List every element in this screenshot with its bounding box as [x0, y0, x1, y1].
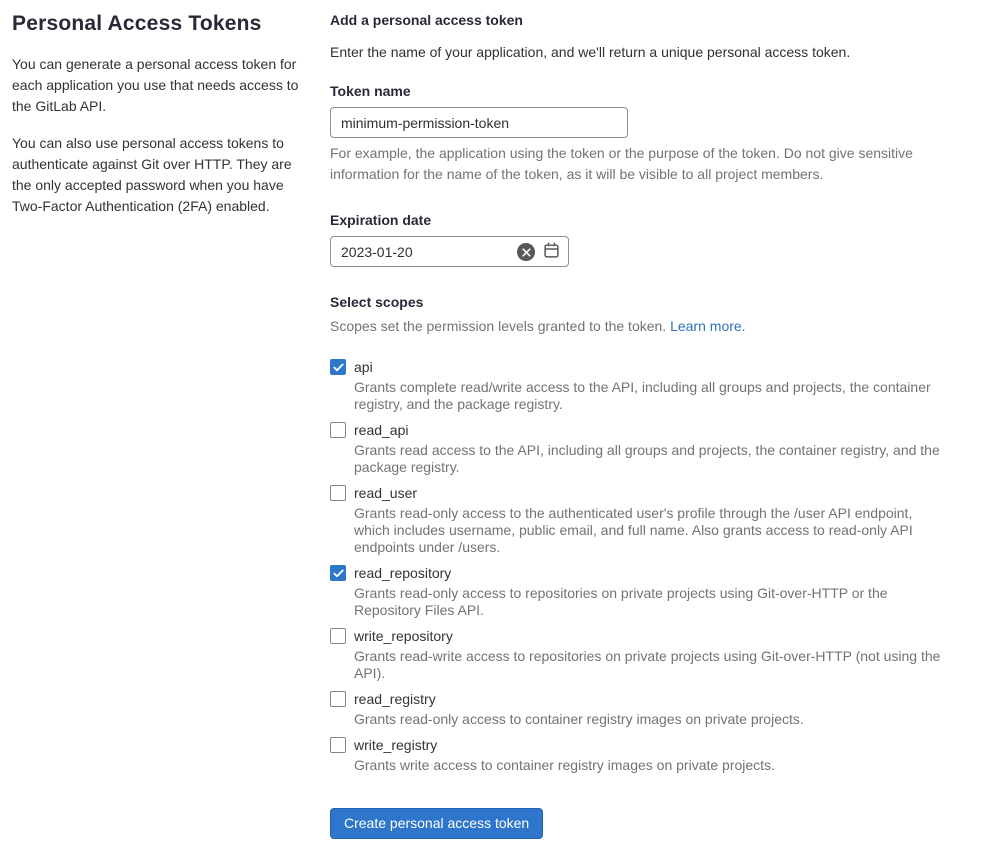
- form-intro: Enter the name of your application, and we'll return a unique personal access token.: [330, 44, 851, 60]
- scope-item-read_api: [330, 420, 954, 476]
- scope-label[interactable]: read_api: [354, 422, 409, 438]
- page-title: Personal Access Tokens: [12, 12, 262, 35]
- checkbox-read_repository[interactable]: [330, 565, 346, 581]
- calendar-icon: [543, 242, 560, 262]
- scopes-list: [330, 357, 954, 774]
- description-paragraph-2: You can also use personal access tokens to authenticate against Git over HTTP. They are the only accepted password when you have Two-Factor Authentication (2FA) enabled.: [12, 135, 292, 214]
- scope-item-read_repository: [330, 563, 954, 619]
- scope-item-read_registry: [330, 689, 954, 728]
- close-icon: [522, 244, 531, 260]
- settings-section-description: [12, 10, 330, 839]
- expiration-date-input[interactable]: [330, 236, 569, 267]
- checkbox-read_api[interactable]: [330, 422, 346, 438]
- expiration-date-label: Expiration date: [330, 212, 432, 228]
- scope-description: Grants read-only access to repositories on private projects using Git-over-HTTP or the Repository Files API.: [354, 585, 888, 618]
- scope-item-api: [330, 357, 954, 413]
- scope-description: Grants read-only access to container registry images on private projects.: [354, 711, 804, 727]
- scope-label[interactable]: read_repository: [354, 565, 452, 581]
- checkbox-read_registry[interactable]: [330, 691, 346, 707]
- scope-label[interactable]: write_registry: [354, 737, 438, 753]
- form-heading: Add a personal access token: [330, 12, 523, 28]
- scope-label[interactable]: api: [354, 359, 373, 375]
- description-paragraph-1: You can generate a personal access token for each application you use that needs access to the GitLab API.: [12, 56, 299, 114]
- token-name-input[interactable]: [330, 107, 628, 138]
- scope-description: Grants read access to the API, including all groups and projects, the container registry, and the package registry.: [354, 442, 940, 475]
- scopes-help-sentence: Scopes set the permission levels granted to the token.: [330, 318, 667, 334]
- scope-description: Grants read-write access to repositories on private projects using Git-over-HTTP (not using the API).: [354, 648, 941, 681]
- create-token-button[interactable]: Create personal access token: [330, 808, 543, 839]
- scope-description: Grants write access to container registry images on private projects.: [354, 757, 775, 773]
- scope-label[interactable]: read_registry: [354, 691, 436, 707]
- scope-label[interactable]: write_repository: [354, 628, 453, 644]
- add-token-form: [330, 10, 954, 839]
- expiration-date-value: 2023-01-20: [341, 243, 413, 260]
- token-name-help: For example, the application using the token or the purpose of the token. Do not give sensitive information for the name of the token, as it will be visible to all project members.: [330, 145, 913, 182]
- token-name-label: Token name: [330, 83, 411, 99]
- clear-date-button[interactable]: [517, 243, 535, 261]
- scopes-help-text: [330, 316, 954, 336]
- checkbox-write_registry[interactable]: [330, 737, 346, 753]
- scope-item-write_registry: [330, 735, 954, 774]
- scope-item-read_user: [330, 483, 954, 556]
- scope-description: Grants complete read/write access to the API, including all groups and projects, the container registry, and the package registry.: [354, 379, 931, 412]
- checkbox-read_user[interactable]: [330, 485, 346, 501]
- scope-item-write_repository: [330, 626, 954, 682]
- checkbox-api[interactable]: [330, 359, 346, 375]
- learn-more-link[interactable]: Learn more.: [670, 318, 746, 334]
- calendar-picker-button[interactable]: [542, 243, 560, 261]
- checkbox-write_repository[interactable]: [330, 628, 346, 644]
- scope-label[interactable]: read_user: [354, 485, 418, 501]
- select-scopes-label: Select scopes: [330, 294, 424, 310]
- scope-description: Grants read-only access to the authenticated user's profile through the /user API endpoint, which includes username, public email, and full name. Also grants access to read-only API endpoints under /users.: [354, 505, 913, 555]
